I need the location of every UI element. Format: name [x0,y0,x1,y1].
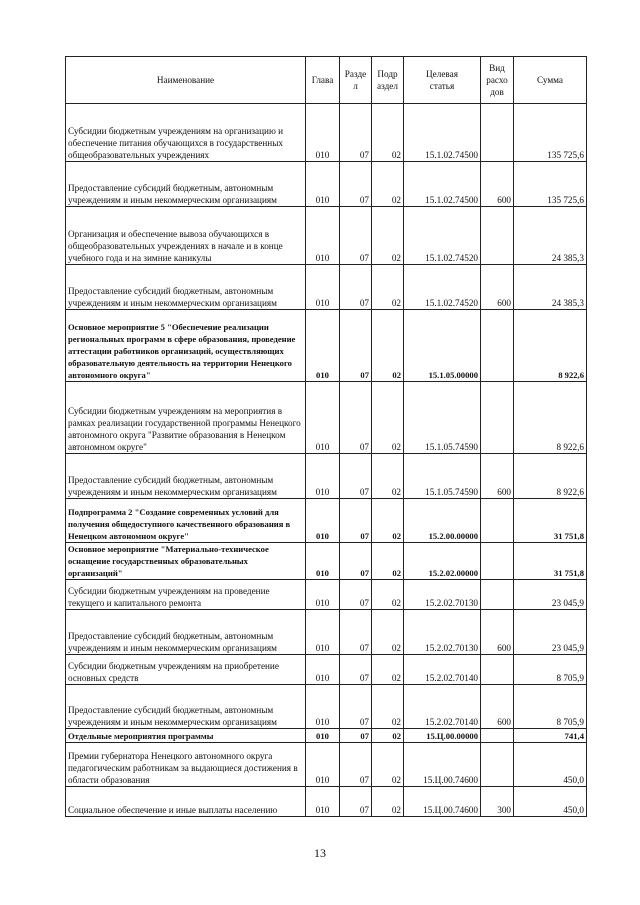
row-subsection: 02 [372,787,404,817]
row-name: Организация и обеспечение вывоза обучающихся в общеобразовательных учреждениях в начале и в конце учебного года и на зимние каникулы [66,207,306,265]
row-chapter: 010 [306,265,340,310]
row-target-article: 15.1.02.74520 [404,265,481,310]
row-expense-type [481,729,514,743]
row-expense-type: 600 [481,162,514,207]
row-target-article: 15.2.02.70130 [404,610,481,655]
row-expense-type [481,104,514,162]
row-sum: 450,0 [514,787,587,817]
row-section: 07 [340,787,372,817]
row-name: Социальное обеспечение и иные выплаты населению [66,787,306,817]
row-subsection: 02 [372,729,404,743]
row-section: 07 [340,685,372,729]
row-name: Субсидии бюджетным учреждениям на проведение текущего и капитального ремонта [66,580,306,610]
row-subsection: 02 [372,207,404,265]
table-row [66,382,587,454]
row-target-article: 15.1.05.74590 [404,382,481,454]
row-chapter: 010 [306,454,340,499]
row-name: Предоставление субсидий бюджетным, автономным учреждениям и иным некоммерческим организациям [66,610,306,655]
table-row [66,685,587,729]
table-row [66,265,587,310]
row-name: Предоставление субсидий бюджетным, автономным учреждениям и иным некоммерческим организациям [66,162,306,207]
row-name: Субсидии бюджетным учреждениям на мероприятия в рамках реализации государственной программы Ненецкого автономного округа "Развитие образования в Ненецком автономном округе" [66,382,306,454]
row-name: Предоставление субсидий бюджетным, автономным учреждениям и иным некоммерческим организациям [66,454,306,499]
row-chapter: 010 [306,162,340,207]
row-target-article: 15.2.02.70130 [404,580,481,610]
row-chapter: 010 [306,655,340,685]
table-row [66,207,587,265]
header-sum: Сумма [514,57,587,104]
table-row [66,655,587,685]
row-chapter: 010 [306,729,340,743]
row-subsection: 02 [372,580,404,610]
row-chapter: 010 [306,382,340,454]
table-row [66,580,587,610]
row-subsection: 02 [372,265,404,310]
row-sum: 23 045,9 [514,610,587,655]
row-target-article: 15.Ц.00.74600 [404,743,481,787]
row-sum: 24 385,3 [514,265,587,310]
table-row [66,310,587,382]
row-chapter: 010 [306,787,340,817]
page-number: 13 [314,846,326,860]
table-row [66,743,587,787]
row-chapter: 010 [306,580,340,610]
header-target-article: Целевая статья [404,57,481,104]
row-subsection: 02 [372,162,404,207]
row-sum: 24 385,3 [514,207,587,265]
row-section: 07 [340,104,372,162]
row-section: 07 [340,499,372,543]
row-name: Основное мероприятие 5 "Обеспечение реализации региональных программ в сфере образования, проведение аттестации работников организаций, осуществляющих образовательную деятельность на территории Ненецкого автономного округа" [66,310,306,382]
row-section: 07 [340,382,372,454]
row-section: 07 [340,610,372,655]
row-sum: 450,0 [514,743,587,787]
table-row [66,787,587,817]
row-sum: 8 922,6 [514,382,587,454]
row-expense-type [481,499,514,543]
table-row [66,499,587,543]
row-chapter: 010 [306,743,340,787]
header-name: Наименование [66,57,306,104]
row-expense-type: 600 [481,454,514,499]
row-chapter: 010 [306,610,340,655]
row-section: 07 [340,310,372,382]
row-sum: 8 922,6 [514,310,587,382]
row-sum: 8 705,9 [514,685,587,729]
row-target-article: 15.1.05.74590 [404,454,481,499]
row-target-article: 15.1.02.74520 [404,207,481,265]
row-subsection: 02 [372,685,404,729]
row-name: Субсидии бюджетным учреждениям на организацию и обеспечение питания обучающихся в государственных общеобразовательных учреждениях [66,104,306,162]
row-expense-type [481,743,514,787]
row-expense-type: 600 [481,265,514,310]
row-sum: 23 045,9 [514,580,587,610]
row-section: 07 [340,743,372,787]
row-section: 07 [340,729,372,743]
row-section: 07 [340,454,372,499]
row-expense-type [481,382,514,454]
row-subsection: 02 [372,743,404,787]
row-chapter: 010 [306,499,340,543]
row-expense-type [481,207,514,265]
row-sum: 741,4 [514,729,587,743]
row-subsection: 02 [372,655,404,685]
row-expense-type: 600 [481,610,514,655]
row-expense-type: 600 [481,685,514,729]
row-sum: 135 725,6 [514,104,587,162]
row-section: 07 [340,162,372,207]
row-section: 07 [340,265,372,310]
row-chapter: 010 [306,207,340,265]
row-name: Подпрограмма 2 "Создание современных условий для получения общедоступного качественного образования в Ненецком автономном округе" [66,499,306,543]
row-chapter: 010 [306,310,340,382]
header-expense-type: Вид расхо дов [481,57,514,104]
row-subsection: 02 [372,454,404,499]
row-target-article: 15.1.02.74500 [404,162,481,207]
table-header-row [66,57,587,104]
table-row [66,610,587,655]
table-body [66,104,587,817]
row-name: Предоставление субсидий бюджетным, автономным учреждениям и иным некоммерческим организациям [66,685,306,729]
row-expense-type [481,310,514,382]
row-sum: 31 751,8 [514,499,587,543]
row-expense-type [481,580,514,610]
row-section: 07 [340,580,372,610]
table-row [66,543,587,580]
row-subsection: 02 [372,610,404,655]
row-name: Отдельные мероприятия программы [66,729,306,743]
header-chapter: Глава [306,57,340,104]
budget-table [65,56,587,817]
header-subsection: Подр аздел [372,57,404,104]
row-expense-type: 300 [481,787,514,817]
row-subsection: 02 [372,310,404,382]
table-row [66,162,587,207]
row-name: Основное мероприятие "Материально-техническое оснащение государственных образовательных организаций" [66,543,306,580]
row-name: Субсидии бюджетным учреждениям на приобретение основных средств [66,655,306,685]
row-sum: 135 725,6 [514,162,587,207]
row-expense-type [481,543,514,580]
row-subsection: 02 [372,382,404,454]
row-expense-type [481,655,514,685]
row-target-article: 15.Ц.00.74600 [404,787,481,817]
row-target-article: 15.Ц.00.00000 [404,729,481,743]
row-chapter: 010 [306,685,340,729]
row-subsection: 02 [372,104,404,162]
row-section: 07 [340,543,372,580]
row-name: Премии губернатора Ненецкого автономного округа педагогическим работникам за выдающиеся достижения в области образования [66,743,306,787]
row-target-article: 15.2.02.70140 [404,685,481,729]
row-target-article: 15.2.02.70140 [404,655,481,685]
table-row [66,104,587,162]
row-target-article: 15.2.02.00000 [404,543,481,580]
row-sum: 8 705,9 [514,655,587,685]
row-section: 07 [340,207,372,265]
row-sum: 8 922,6 [514,454,587,499]
row-subsection: 02 [372,499,404,543]
row-chapter: 010 [306,104,340,162]
table-row [66,729,587,743]
row-target-article: 15.1.02.74500 [404,104,481,162]
row-section: 07 [340,655,372,685]
table-row [66,454,587,499]
header-section: Разде л [340,57,372,104]
row-target-article: 15.2.00.00000 [404,499,481,543]
row-sum: 31 751,8 [514,543,587,580]
row-name: Предоставление субсидий бюджетным, автономным учреждениям и иным некоммерческим организациям [66,265,306,310]
row-target-article: 15.1.05.00000 [404,310,481,382]
row-chapter: 010 [306,543,340,580]
row-subsection: 02 [372,543,404,580]
